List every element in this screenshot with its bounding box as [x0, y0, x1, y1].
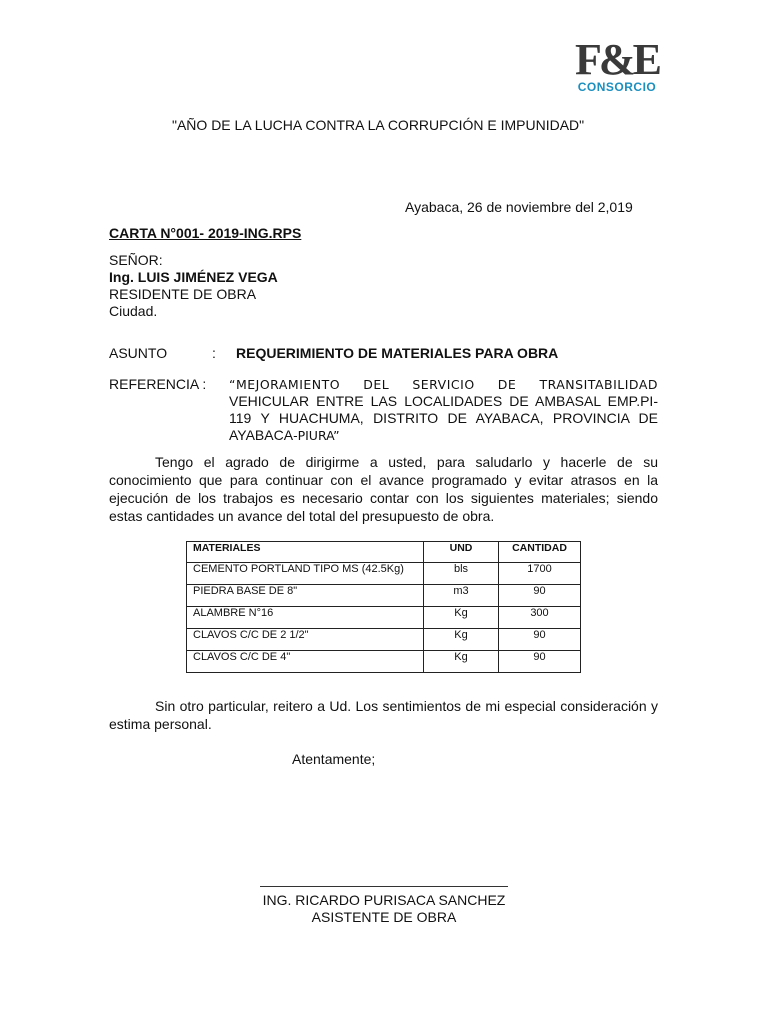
cell-quantity: 90: [499, 585, 581, 607]
reference-line-3: 119 Y HUACHUMA, DISTRITO DE AYABACA, PROVINCIA DE: [229, 410, 658, 426]
year-motto: "AÑO DE LA LUCHA CONTRA LA CORRUPCIÓN E IMPUNIDAD": [172, 117, 585, 133]
reference-text: [229, 376, 658, 444]
header-quantity: CANTIDAD: [499, 542, 581, 563]
signer-title: ASISTENTE DE OBRA: [311, 909, 457, 925]
reference-line-1: “MEJORAMIENTO DEL SERVICIO DE TRANSITABILIDAD: [229, 377, 658, 392]
cell-material: CLAVOS C/C DE 4": [187, 651, 424, 673]
cell-unit: Kg: [424, 607, 499, 629]
signature-block: [240, 892, 528, 926]
cell-unit: Kg: [424, 651, 499, 673]
header-materials: MATERIALES: [187, 542, 424, 563]
table-row: [187, 629, 581, 651]
cell-quantity: 90: [499, 651, 581, 673]
cell-material: CLAVOS C/C DE 2 1/2": [187, 629, 424, 651]
header-unit: UND: [424, 542, 499, 563]
cell-material: CEMENTO PORTLAND TIPO MS (42.5Kg): [187, 563, 424, 585]
recipient-salutation: SEÑOR:: [109, 252, 163, 268]
reference-line-4-a: AYABACA: [229, 427, 294, 443]
reference-line-4-b: -PIURA”: [293, 428, 340, 443]
farewell: Atentamente;: [292, 751, 376, 767]
cell-quantity: 1700: [499, 563, 581, 585]
recipient-name: Ing. LUIS JIMÉNEZ VEGA: [109, 269, 278, 285]
logo-mark: F&E: [575, 35, 659, 84]
recipient-block: [109, 252, 278, 320]
subject-text: REQUERIMIENTO DE MATERIALES PARA OBRA: [236, 345, 559, 361]
closing-paragraph: Sin otro particular, reitero a Ud. Los sentimientos de mi especial consideración y estima personal.: [109, 698, 658, 732]
reference-line-2: VEHICULAR ENTRE LAS LOCALIDADES DE AMBASAL EMP.PI-: [229, 393, 658, 409]
cell-quantity: 90: [499, 629, 581, 651]
table-row: [187, 607, 581, 629]
cell-material: PIEDRA BASE DE 8": [187, 585, 424, 607]
body-paragraph: Tengo el agrado de dirigirme a usted, para saludarlo y hacerle de su conocimiento que para continuar con el avance programado y evitar atrasos en la ejecución de los trabajos es necesario contar con los siguientes materiales; siendo estas cantidades un avance del total del presupuesto de obra.: [109, 454, 658, 524]
subject-label: ASUNTO: [109, 345, 168, 361]
table-row: [187, 563, 581, 585]
recipient-city: Ciudad.: [109, 303, 158, 319]
recipient-position: RESIDENTE DE OBRA: [109, 286, 257, 302]
materials-table: [186, 541, 581, 673]
reference-label: REFERENCIA :: [109, 376, 207, 392]
logo-subtitle: CONSORCIO: [577, 80, 657, 94]
table-row: [187, 585, 581, 607]
company-logo: [572, 35, 662, 94]
signer-name: ING. RICARDO PURISACA SANCHEZ: [262, 892, 506, 908]
cell-material: ALAMBRE N°16: [187, 607, 424, 629]
cell-unit: Kg: [424, 629, 499, 651]
subject-colon: :: [212, 345, 216, 361]
place-date: Ayabaca, 26 de noviembre del 2,019: [405, 199, 633, 215]
signature-line: [260, 886, 508, 887]
reference-line-4: [229, 427, 658, 444]
cell-unit: bls: [424, 563, 499, 585]
table-row: [187, 651, 581, 673]
table-header-row: [187, 542, 581, 563]
letter-number: CARTA N°001- 2019-ING.RPS: [109, 225, 302, 241]
cell-quantity: 300: [499, 607, 581, 629]
cell-unit: m3: [424, 585, 499, 607]
